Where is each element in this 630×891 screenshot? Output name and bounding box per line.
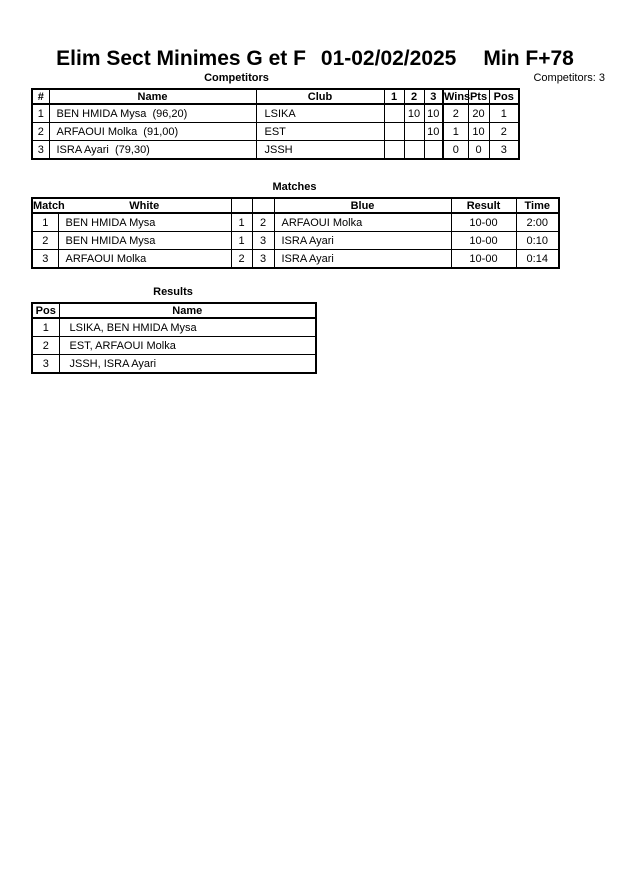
header-round-3: 3 xyxy=(424,89,443,104)
header-name: Name xyxy=(49,89,256,104)
white-player-number: 1 xyxy=(231,213,252,232)
competitors-section-label: Competitors xyxy=(204,72,269,84)
round-3-score: 10 xyxy=(424,123,443,141)
header-number: # xyxy=(32,89,49,104)
header-time: Time xyxy=(516,198,559,213)
match-result: 10-00 xyxy=(451,232,516,250)
table-row xyxy=(32,318,316,337)
round-3-score: 10 xyxy=(424,104,443,123)
competitor-wins: 2 xyxy=(443,104,468,123)
header-name: Name xyxy=(59,303,316,318)
table-row xyxy=(32,123,519,141)
white-player-number: 1 xyxy=(231,232,252,250)
blue-player: ARFAOUI Molka xyxy=(274,213,451,232)
competitors-header-row xyxy=(32,89,519,104)
competitor-number: 3 xyxy=(32,141,49,160)
title-date: 01-02/02/2025 xyxy=(320,47,457,70)
header-white-number xyxy=(231,198,252,213)
result-name: LSIKA, BEN HMIDA Mysa xyxy=(59,318,316,337)
competitor-wins: 0 xyxy=(443,141,468,160)
table-row xyxy=(32,355,316,374)
page-title xyxy=(0,47,630,71)
header-round-1: 1 xyxy=(384,89,404,104)
result-pos: 3 xyxy=(32,355,59,374)
match-number: 1 xyxy=(32,213,58,232)
white-player-number: 2 xyxy=(231,250,252,269)
round-2-score xyxy=(404,123,424,141)
competitor-pos: 3 xyxy=(489,141,519,160)
match-time: 0:14 xyxy=(516,250,559,269)
header-white: White xyxy=(58,198,231,213)
competitor-number: 2 xyxy=(32,123,49,141)
competitor-name: ISRA Ayari (79,30) xyxy=(49,141,256,160)
competitor-pos: 1 xyxy=(489,104,519,123)
table-row xyxy=(32,141,519,160)
competitor-pts: 10 xyxy=(468,123,489,141)
competitor-pts: 0 xyxy=(468,141,489,160)
competitor-name: ARFAOUI Molka (91,00) xyxy=(49,123,256,141)
round-1-score xyxy=(384,104,404,123)
header-blue-number xyxy=(252,198,274,213)
white-player: ARFAOUI Molka xyxy=(58,250,231,269)
blue-player-number: 2 xyxy=(252,213,274,232)
result-pos: 2 xyxy=(32,337,59,355)
round-1-score xyxy=(384,123,404,141)
results-section-label: Results xyxy=(153,286,193,298)
header-club: Club xyxy=(256,89,384,104)
white-player: BEN HMIDA Mysa xyxy=(58,213,231,232)
title-event: Elim Sect Minimes G et F xyxy=(56,47,306,70)
result-name: EST, ARFAOUI Molka xyxy=(59,337,316,355)
table-row xyxy=(32,232,559,250)
header-wins: Wins xyxy=(444,90,471,103)
blue-player: ISRA Ayari xyxy=(274,232,451,250)
round-2-score xyxy=(404,141,424,160)
match-time: 0:10 xyxy=(516,232,559,250)
result-pos: 1 xyxy=(32,318,59,337)
match-number: 3 xyxy=(32,250,58,269)
match-result: 10-00 xyxy=(451,250,516,269)
competitor-name: BEN HMIDA Mysa (96,20) xyxy=(49,104,256,123)
competitor-pts: 20 xyxy=(468,104,489,123)
matches-header-row xyxy=(32,198,559,213)
round-1-score xyxy=(384,141,404,160)
results-header-row xyxy=(32,303,316,318)
header-blue: Blue xyxy=(274,198,451,213)
header-pos: Pos xyxy=(32,303,59,318)
header-pos: Pos xyxy=(489,89,519,104)
header-result: Result xyxy=(451,198,516,213)
title-category: Min F+78 xyxy=(483,47,574,70)
blue-player-number: 3 xyxy=(252,250,274,269)
competitor-wins: 1 xyxy=(443,123,468,141)
match-number: 2 xyxy=(32,232,58,250)
round-3-score xyxy=(424,141,443,160)
matches-section-label: Matches xyxy=(272,181,317,193)
round-2-score: 10 xyxy=(404,104,424,123)
table-row xyxy=(32,337,316,355)
match-time: 2:00 xyxy=(516,213,559,232)
table-row xyxy=(32,250,559,269)
competitor-club: EST xyxy=(256,123,384,141)
header-pts: Pts xyxy=(469,90,488,103)
result-name: JSSH, ISRA Ayari xyxy=(59,355,316,374)
header-match: Match xyxy=(33,199,65,212)
matches-table xyxy=(31,197,560,269)
white-player: BEN HMIDA Mysa xyxy=(58,232,231,250)
header-round-2: 2 xyxy=(404,89,424,104)
table-row xyxy=(32,104,519,123)
table-row xyxy=(32,213,559,232)
match-result: 10-00 xyxy=(451,213,516,232)
competitors-count: Competitors: 3 xyxy=(533,72,605,84)
competitor-club: JSSH xyxy=(256,141,384,160)
blue-player: ISRA Ayari xyxy=(274,250,451,269)
results-table xyxy=(31,302,317,374)
competitor-number: 1 xyxy=(32,104,49,123)
blue-player-number: 3 xyxy=(252,232,274,250)
competitor-pos: 2 xyxy=(489,123,519,141)
competitor-club: LSIKA xyxy=(256,104,384,123)
competitors-table xyxy=(31,88,520,160)
